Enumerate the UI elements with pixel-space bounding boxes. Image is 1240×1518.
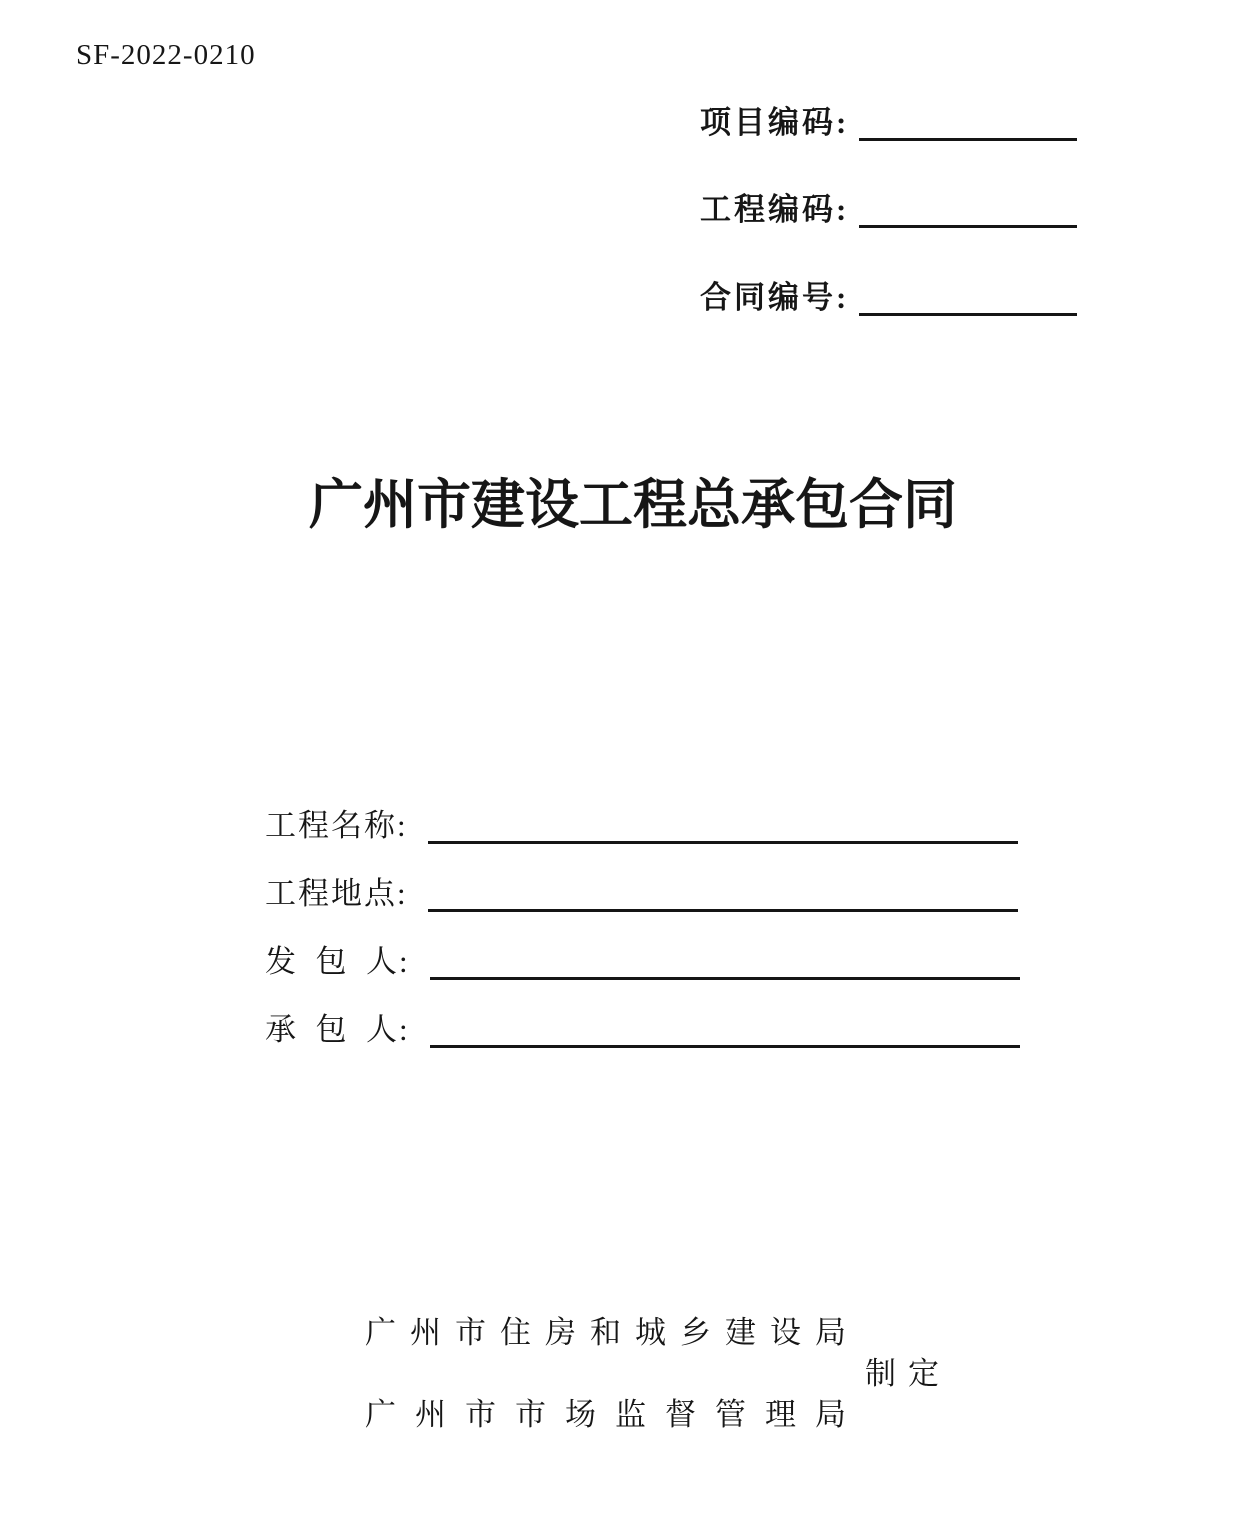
project-name-blank-line <box>428 801 1018 844</box>
issued-by-suffix: 制定 <box>865 1356 951 1391</box>
engineering-code-blank-line <box>859 185 1077 228</box>
contract-number-label: 合同编号: <box>700 280 850 316</box>
field-row-project-location <box>265 866 1018 912</box>
form-code: SF-2022-0210 <box>76 39 256 71</box>
contract-number-row <box>700 270 1077 316</box>
project-name-label: 工程名称: <box>265 808 408 844</box>
issuing-authority-market-regulation-bureau: 广州市市场监督管理局 <box>365 1397 865 1432</box>
issuing-authority-housing-bureau: 广州市住房和城乡建设局 <box>365 1315 860 1350</box>
field-row-contractor <box>265 1002 1020 1048</box>
project-location-blank-line <box>428 869 1018 912</box>
engineering-code-row <box>700 182 1077 228</box>
contract-number-blank-line <box>859 273 1077 316</box>
field-row-employer <box>265 934 1020 980</box>
employer-blank-line <box>430 937 1020 980</box>
contractor-blank-line <box>430 1005 1020 1048</box>
project-code-label: 项目编码: <box>700 105 850 141</box>
project-location-label: 工程地点: <box>265 876 408 912</box>
document-title: 广州市建设工程总承包合同 <box>309 475 957 535</box>
project-code-row <box>700 95 1077 141</box>
project-code-blank-line <box>859 98 1077 141</box>
engineering-code-label: 工程编码: <box>700 192 850 228</box>
field-row-project-name <box>265 798 1018 844</box>
contractor-label: 承 包 人: <box>265 1012 410 1048</box>
employer-label: 发 包 人: <box>265 944 410 980</box>
